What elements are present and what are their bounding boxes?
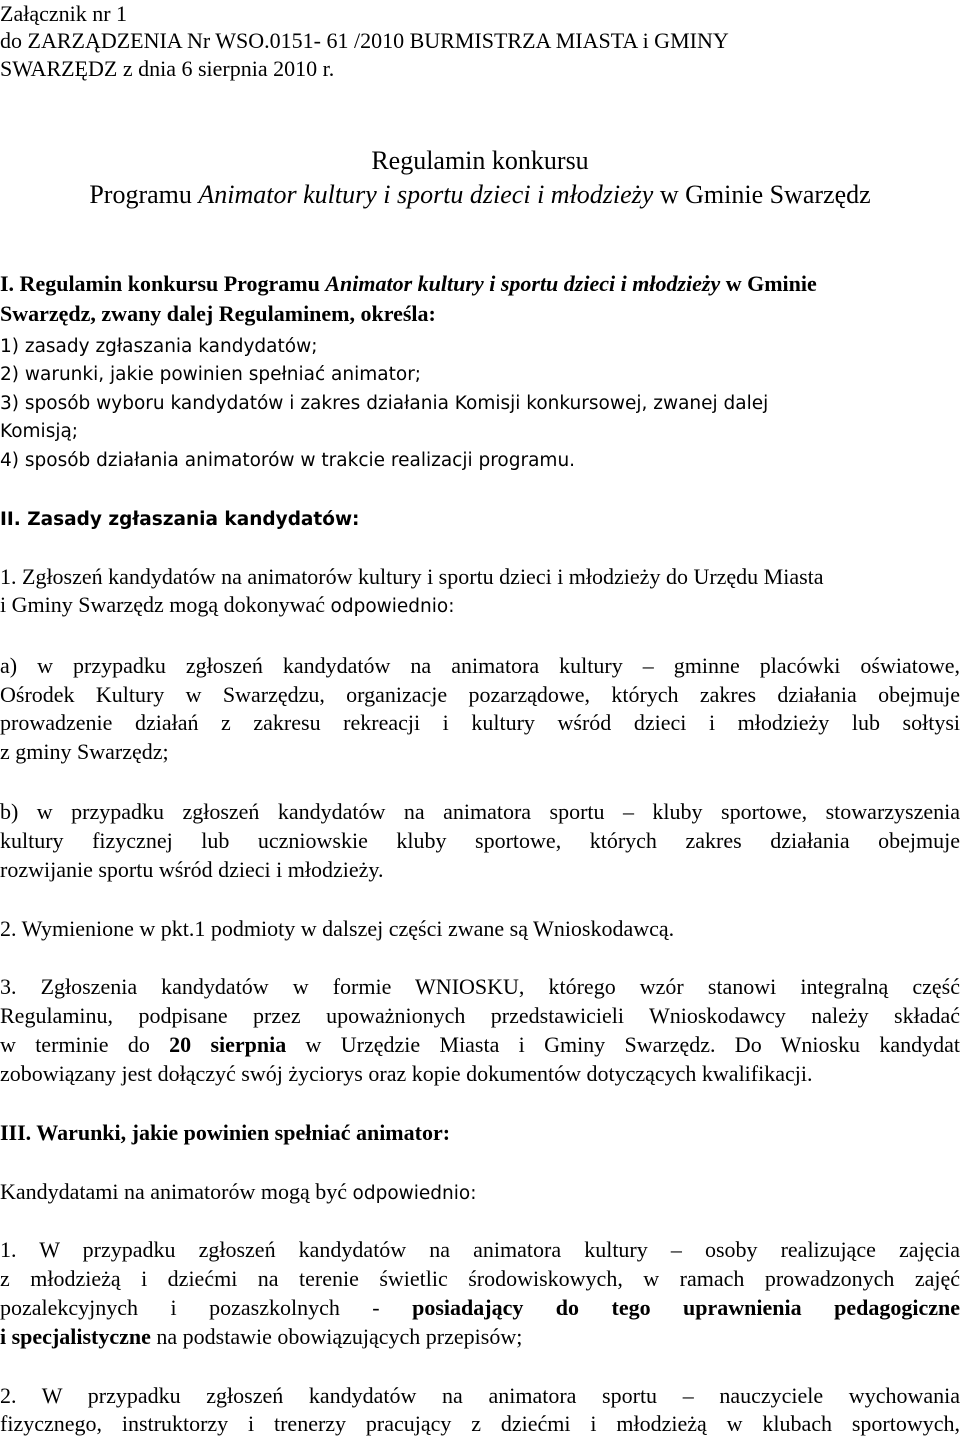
section3-p1: i specjalistyczne na podstawie obowiązujących przepisów; bbox=[0, 1324, 523, 1349]
section2-b: rozwijanie sportu wśród dzieci i młodzieży. bbox=[0, 857, 384, 882]
section2-a: z gminy Swarzędz; bbox=[0, 739, 169, 764]
section2-a: prowadzenie działań z zakresu rekreacji i kultury wśród dzieci i młodzieży lub sołtysi bbox=[0, 710, 960, 735]
document-subtitle: Programu Animator kultury i sportu dzieci i młodzieży w Gminie Swarzędz bbox=[89, 180, 871, 209]
section1-item: 2) warunki, jakie powinien spełniać animator; bbox=[0, 364, 422, 385]
section1-item: 3) sposób wyboru kandydatów i zakres działania Komisji konkursowej, zwanej dalej bbox=[0, 393, 769, 414]
section3-p2: fizycznego, instruktorzy i trenerzy pracujący z dziećmi i młodzieżą w klubach sportowych, bbox=[0, 1411, 960, 1436]
section1-intro: I. Regulamin konkursu Programu Animator kultury i sportu dzieci i młodzieży w Gminie bbox=[0, 271, 817, 296]
section1-item: Komisją; bbox=[0, 421, 79, 442]
section3-p1: z młodzieżą i dziećmi na terenie świetlic środowiskowych, w ramach prowadzonych zajęć bbox=[0, 1266, 960, 1291]
order-date: SWARZĘDZ z dnia 6 sierpnia 2010 r. bbox=[0, 56, 335, 81]
section2-a: Ośrodek Kultury w Swarzędzu, organizacje pozarządowe, których zakres działania obejmuje bbox=[0, 682, 960, 707]
section1-item: 4) sposób działania animatorów w trakcie realizacji programu. bbox=[0, 450, 576, 471]
section3-p2: 2. W przypadku zgłoszeń kandydatów na animatora sportu – nauczyciele wychowania bbox=[0, 1383, 960, 1408]
section3-heading: III. Warunki, jakie powinien spełniać animator: bbox=[0, 1120, 451, 1145]
section1-item: 1) zasady zgłaszania kandydatów; bbox=[0, 336, 318, 357]
document-title: Regulamin konkursu bbox=[371, 146, 589, 175]
section2-p3: Regulaminu, podpisane przez upoważnionych przedstawicieli Wnioskodawcy należy składać bbox=[0, 1003, 960, 1028]
order-reference: do ZARZĄDZENIA Nr WSO.0151- 61 /2010 BURMISTRZA MIASTA i GMINY bbox=[0, 28, 729, 53]
section2-b: b) w przypadku zgłoszeń kandydatów na animatora sportu – kluby sportowe, stowarzyszenia bbox=[0, 799, 960, 824]
section3-p1: 1. W przypadku zgłoszeń kandydatów na animatora kultury – osoby realizujące zajęcia bbox=[0, 1237, 960, 1262]
section2-p1-cont: i Gminy Swarzędz mogą dokonywać odpowiednio: bbox=[0, 592, 455, 617]
section2-p3: 3. Zgłoszenia kandydatów w formie WNIOSKU, którego wzór stanowi integralną część bbox=[0, 974, 960, 999]
section3-p1: pozalekcyjnych i pozaszkolnych - posiadający do tego uprawnienia pedagogiczne bbox=[0, 1295, 960, 1320]
section2-p1: 1. Zgłoszeń kandydatów na animatorów kultury i sportu dzieci i młodzieży do Urzędu Miasta bbox=[0, 564, 824, 589]
section2-p3: w terminie do 20 sierpnia w Urzędzie Miasta i Gminy Swarzędz. Do Wniosku kandydat bbox=[0, 1032, 960, 1057]
section2-a: a) w przypadku zgłoszeń kandydatów na animatora kultury – gminne placówki oświatowe, bbox=[0, 653, 960, 678]
section2-p2: 2. Wymienione w pkt.1 podmioty w dalszej części zwane są Wnioskodawcą. bbox=[0, 916, 675, 941]
section2-heading: II. Zasady zgłaszania kandydatów: bbox=[0, 509, 360, 530]
section2-p3: zobowiązany jest dołączyć swój życiorys oraz kopie dokumentów dotyczących kwalifikacji. bbox=[0, 1061, 813, 1086]
section3-intro: Kandydatami na animatorów mogą być odpowiednio: bbox=[0, 1179, 477, 1204]
annex-label: Załącznik nr 1 bbox=[0, 1, 128, 26]
section2-b: kultury fizycznej lub uczniowskie kluby sportowe, których zakres działania obejmuje bbox=[0, 828, 960, 853]
section1-intro-cont: Swarzędz, zwany dalej Regulaminem, określa: bbox=[0, 301, 436, 326]
